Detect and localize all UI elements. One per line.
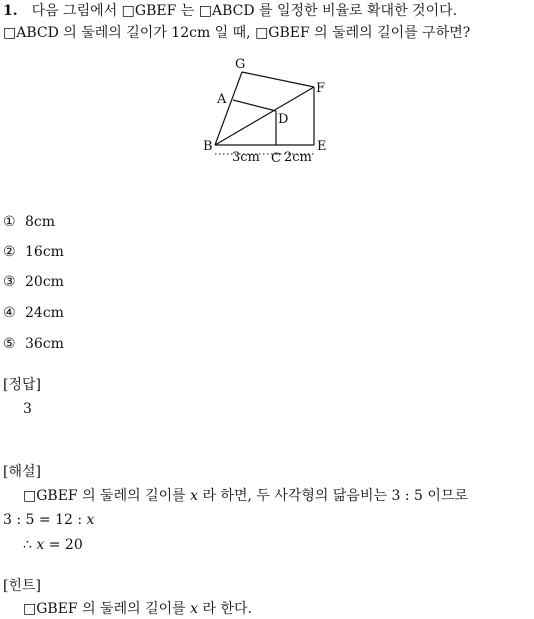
choice-4[interactable] bbox=[3, 304, 64, 322]
choice-mark: ④ bbox=[3, 305, 16, 321]
choice-mark: ⑤ bbox=[3, 336, 16, 352]
label-b: B bbox=[203, 139, 213, 154]
explanation-text: 라 하면, 두 사각형의 닮음비는 3 : 5 이므로 bbox=[202, 488, 468, 504]
choice-mark: ① bbox=[3, 214, 16, 230]
variable-x: x bbox=[190, 488, 199, 504]
explanation-line-2 bbox=[3, 511, 94, 529]
choice-2[interactable] bbox=[3, 243, 64, 261]
label-d: D bbox=[278, 112, 289, 127]
label-a: A bbox=[217, 92, 227, 107]
choice-text: 8cm bbox=[25, 214, 56, 230]
choice-text: 36cm bbox=[25, 336, 64, 352]
label-g: G bbox=[235, 57, 246, 72]
explanation-text: □GBEF 의 둘레의 길이를 bbox=[23, 488, 186, 504]
explanation-line-3 bbox=[23, 536, 83, 554]
choice-mark: ③ bbox=[3, 274, 16, 290]
explanation-heading: [해설] bbox=[3, 464, 41, 480]
question-line-1 bbox=[3, 2, 457, 20]
question-line-2: □ABCD 의 둘레의 길이가 12cm 일 때, □GBEF 의 둘레의 길이를 구하면? bbox=[3, 25, 471, 41]
answer-value: 3 bbox=[23, 401, 32, 417]
choice-1[interactable] bbox=[3, 213, 55, 231]
question-text-1: 다음 그림에서 □GBEF 는 □ABCD 를 일정한 비율로 확대한 것이다. bbox=[31, 3, 458, 19]
hint-line-1 bbox=[23, 600, 252, 618]
explanation-line-1 bbox=[23, 487, 468, 505]
choice-mark: ② bbox=[3, 244, 16, 260]
explanation-result: = 20 bbox=[48, 537, 83, 553]
explanation-equation: 3 : 5 = 12 : bbox=[3, 512, 83, 528]
variable-x: x bbox=[36, 537, 45, 553]
diagonal-bf bbox=[215, 87, 314, 145]
choice-text: 24cm bbox=[25, 305, 64, 321]
question-number: 1. bbox=[3, 3, 18, 19]
variable-x: x bbox=[86, 512, 95, 528]
edge-gb bbox=[215, 72, 242, 145]
label-c: C bbox=[271, 151, 281, 166]
dim-label-bc: 3cm bbox=[232, 150, 260, 165]
variable-x: x bbox=[190, 601, 199, 617]
therefore-symbol: ∴ bbox=[23, 537, 32, 553]
geometry-figure bbox=[195, 52, 335, 167]
dim-label-ce: 2cm bbox=[284, 150, 312, 165]
label-f: F bbox=[316, 81, 326, 96]
answer-heading: [정답] bbox=[3, 377, 41, 393]
edge-gf bbox=[242, 72, 314, 87]
choice-3[interactable] bbox=[3, 273, 64, 291]
choice-text: 16cm bbox=[25, 244, 64, 260]
label-e: E bbox=[317, 139, 327, 154]
hint-heading: [힌트] bbox=[3, 578, 41, 594]
choice-5[interactable] bbox=[3, 335, 64, 353]
hint-text: □GBEF 의 둘레의 길이를 bbox=[23, 601, 186, 617]
hint-text: 라 한다. bbox=[202, 601, 252, 617]
edge-ad bbox=[233, 100, 276, 111]
choice-text: 20cm bbox=[25, 274, 64, 290]
